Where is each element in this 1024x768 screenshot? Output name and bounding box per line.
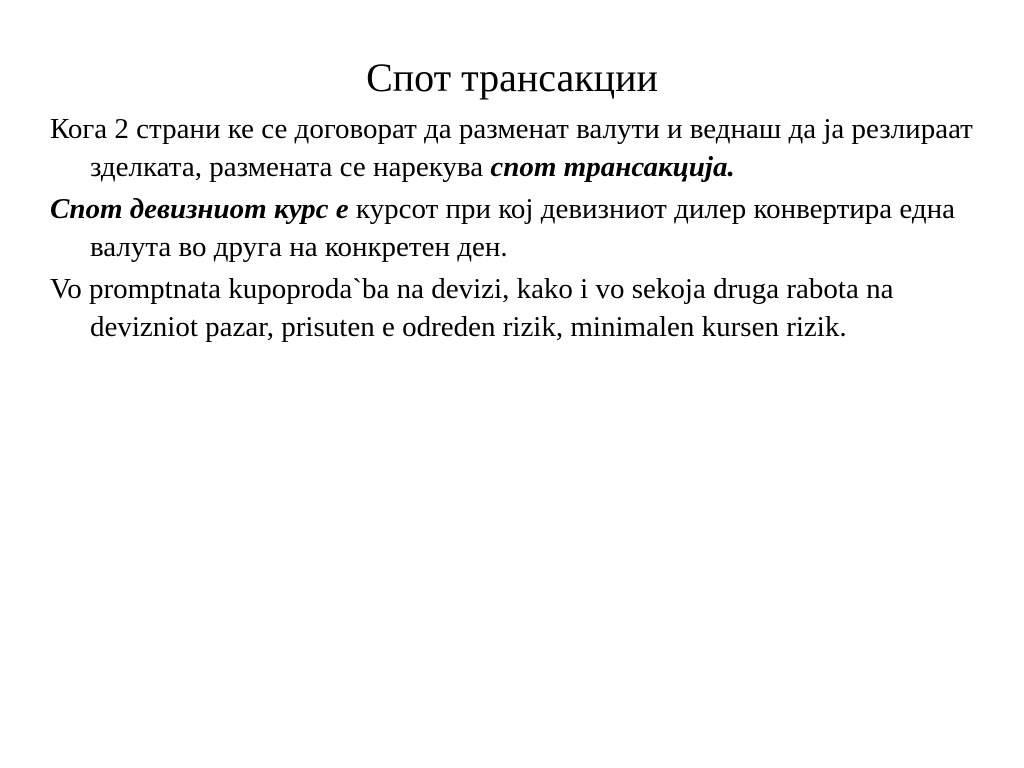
- paragraph-emphasis: Спот девизниот курс е: [50, 193, 349, 225]
- paragraph-text: курсот при кој девизниот дилер конвертира една валута во друга на конкретен ден.: [90, 193, 956, 263]
- paragraph-text: Vo promptnata kupoproda`ba na devizi, kako i vo sekoja druga rabota na devizniot pazar, prisuten e odreden rizik, minimalen kursen rizik.: [50, 273, 894, 343]
- paragraph-emphasis: спот трансакција.: [490, 151, 735, 183]
- paragraph-text: Кога 2 страни ке се договорат да разменат валути и веднаш да ја резлираат зделката, размената се нарекува: [50, 113, 973, 183]
- slide-title: Спот трансакции: [366, 55, 658, 100]
- slide-body: [50, 110, 980, 350]
- paragraph-risk: [50, 270, 980, 346]
- paragraph-spot-rate: [50, 190, 980, 266]
- paragraph-spot-transaction: [50, 110, 980, 186]
